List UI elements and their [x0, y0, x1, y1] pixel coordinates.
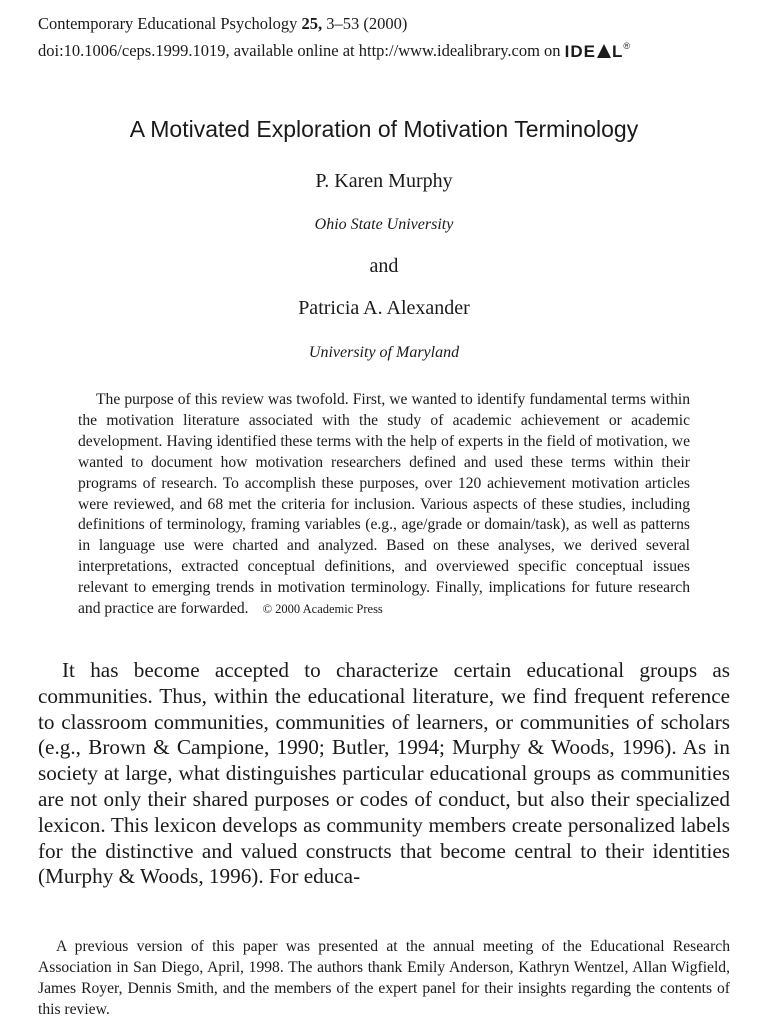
- doi-text: doi:10.1006/ceps.1999.1019, available online at http://www.idealibrary.com on: [38, 41, 561, 60]
- ideal-logo-left: IDE: [564, 42, 597, 61]
- paper-title: A Motivated Exploration of Motivation Terminology: [129, 116, 639, 142]
- journal-name: Contemporary Educational Psychology: [38, 14, 298, 33]
- ideal-logo-triangle-icon: [597, 44, 611, 58]
- ideal-logo: [565, 35, 630, 63]
- journal-pages-year: 3–53 (2000): [326, 14, 408, 33]
- abstract: [78, 390, 690, 620]
- author-name-1: P. Karen Murphy: [315, 170, 453, 192]
- doi-line: [38, 35, 738, 63]
- footnote: A previous version of this paper was presented at the annual meeting of the Educational Research Association in San Diego, April, 1998. The authors thank Emily Anderson, Kathryn Wentzel, Allan Wigfield, James Royer, Dennis Smith, and the members of the expert panel for their insights regarding the contents of this review.: [38, 938, 730, 1018]
- journal-citation-line: [38, 12, 738, 35]
- journal-volume: 25,: [301, 14, 323, 33]
- journal-header: [38, 12, 738, 63]
- copyright-notice: © 2000 Academic Press: [262, 602, 383, 617]
- author-name-2: Patricia A. Alexander: [298, 297, 470, 319]
- author-affiliation-1: Ohio State University: [314, 216, 454, 233]
- abstract-text: The purpose of this review was twofold. First, we wanted to identify fundamental terms within the motivation literature associated with the study of academic achievement or academic development. Having identified these terms with the help of experts in the field of motivation, we wanted to document how motivation researchers defined and used these terms within their programs of research. To accomplish these purposes, over 120 achievement motivation articles were reviewed, and 68 met the criteria for inclusion. Various aspects of these studies, including definitions of terminology, framing variables (e.g., age/grade or domain/task), as well as patterns in language use were charted and analyzed. Based on these analyses, we derived several interpretations, extracted conceptual definitions, and overviewed specific conceptual issues relevant to emerging trends in motivation terminology. Finally, implications for future research and practice are forwarded.: [78, 391, 690, 618]
- ideal-logo-registered: ®: [623, 41, 631, 51]
- ideal-logo-right: L: [612, 42, 624, 61]
- body-paragraph: It has become accepted to characterize certain educational groups as communities. Thus, within the educational literature, we find frequent reference to classroom communities, communities of learners, or communities of scholars (e.g., Brown & Campione, 1990; Butler, 1994; Murphy & Woods, 1996). As in society at large, what distinguishes particular educational groups as communities are not only their shared purposes or codes of conduct, but also their specialized lexicon. This lexicon develops as community members create personalized labels for the distinctive and valued constructs that become central to their identities (Murphy & Woods, 1996). For educa-: [38, 658, 730, 889]
- author-separator: and: [369, 255, 399, 277]
- author-affiliation-2: University of Maryland: [308, 344, 460, 361]
